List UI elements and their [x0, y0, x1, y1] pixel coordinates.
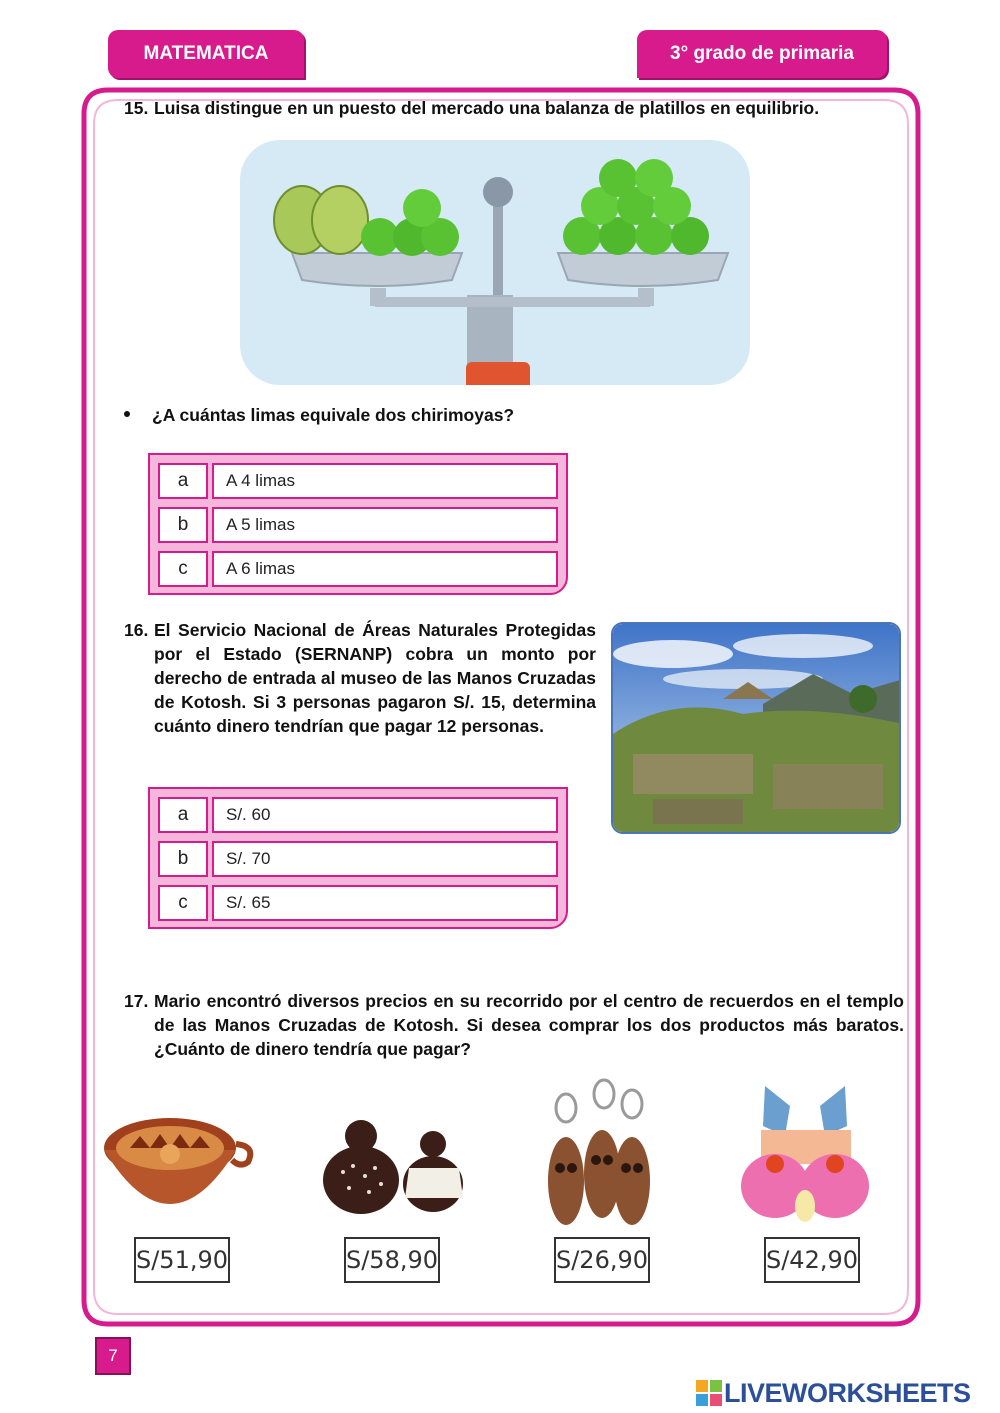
option-c[interactable] — [158, 551, 558, 587]
question-17 — [124, 989, 904, 1061]
bullet-icon — [124, 411, 130, 417]
question-text: El Servicio Nacional de Áreas Naturales Protegidas por el Estado (SERNANP) cobra un monto por derecho de entrada al museo de las Manos Cruzadas de Kotosh. Si 3 personas pagaron S/. 15, determina cuánto dinero tendrían que pagar 12 personas. — [154, 620, 596, 736]
option-letter: a — [158, 463, 208, 499]
option-text: S/. 70 — [212, 841, 558, 877]
options-q16 — [148, 787, 568, 929]
clay-figurines-image — [313, 1108, 469, 1218]
option-b[interactable] — [158, 841, 558, 877]
question-text: Mario encontró diversos precios en su recorrido por el centro de recuerdos en el templo de las Manos Cruzadas de Kotosh. Si desea comprar los dos productos más baratos. ¿Cuánto de dinero tendría que pagar? — [154, 991, 904, 1059]
question-16 — [124, 618, 596, 738]
option-a[interactable] — [158, 463, 558, 499]
option-letter: b — [158, 507, 208, 543]
option-letter: c — [158, 885, 208, 921]
sub-question-15 — [124, 405, 514, 426]
kotosh-photo — [611, 622, 901, 834]
option-letter: a — [158, 797, 208, 833]
question-number: 15. — [124, 98, 149, 118]
subject-tab: MATEMATICA — [108, 30, 304, 78]
question-number: 16. — [124, 620, 149, 640]
balance-scale-image — [240, 140, 750, 385]
option-c[interactable] — [158, 885, 558, 921]
option-text: A 6 limas — [212, 551, 558, 587]
hands-souvenir-image — [735, 1076, 875, 1226]
clay-bowl-image — [100, 1108, 256, 1218]
option-letter: b — [158, 841, 208, 877]
question-15 — [124, 96, 904, 120]
option-text: A 4 limas — [212, 463, 558, 499]
liveworksheets-logo — [696, 1378, 971, 1408]
options-q15 — [148, 453, 568, 595]
option-text: S/. 65 — [212, 885, 558, 921]
option-letter: c — [158, 551, 208, 587]
sub-question-text: ¿A cuántas limas equivale dos chirimoyas? — [152, 405, 515, 425]
question-text: Luisa distingue en un puesto del mercado una balanza de platillos en equilibrio. — [154, 98, 820, 118]
keychains-image — [544, 1076, 654, 1234]
option-text: A 5 limas — [212, 507, 558, 543]
grade-tab: 3° grado de primaria — [637, 30, 887, 78]
price-tag-1: S/51,90 — [134, 1237, 230, 1283]
option-b[interactable] — [158, 507, 558, 543]
option-text: S/. 60 — [212, 797, 558, 833]
brand-text: LIVEWORKSHEETS — [724, 1377, 971, 1408]
price-tag-3: S/26,90 — [554, 1237, 650, 1283]
liveworksheets-icon — [696, 1380, 722, 1406]
price-tag-4: S/42,90 — [764, 1237, 860, 1283]
page-number: 7 — [95, 1337, 131, 1375]
option-a[interactable] — [158, 797, 558, 833]
question-number: 17. — [124, 991, 149, 1011]
price-tag-2: S/58,90 — [344, 1237, 440, 1283]
